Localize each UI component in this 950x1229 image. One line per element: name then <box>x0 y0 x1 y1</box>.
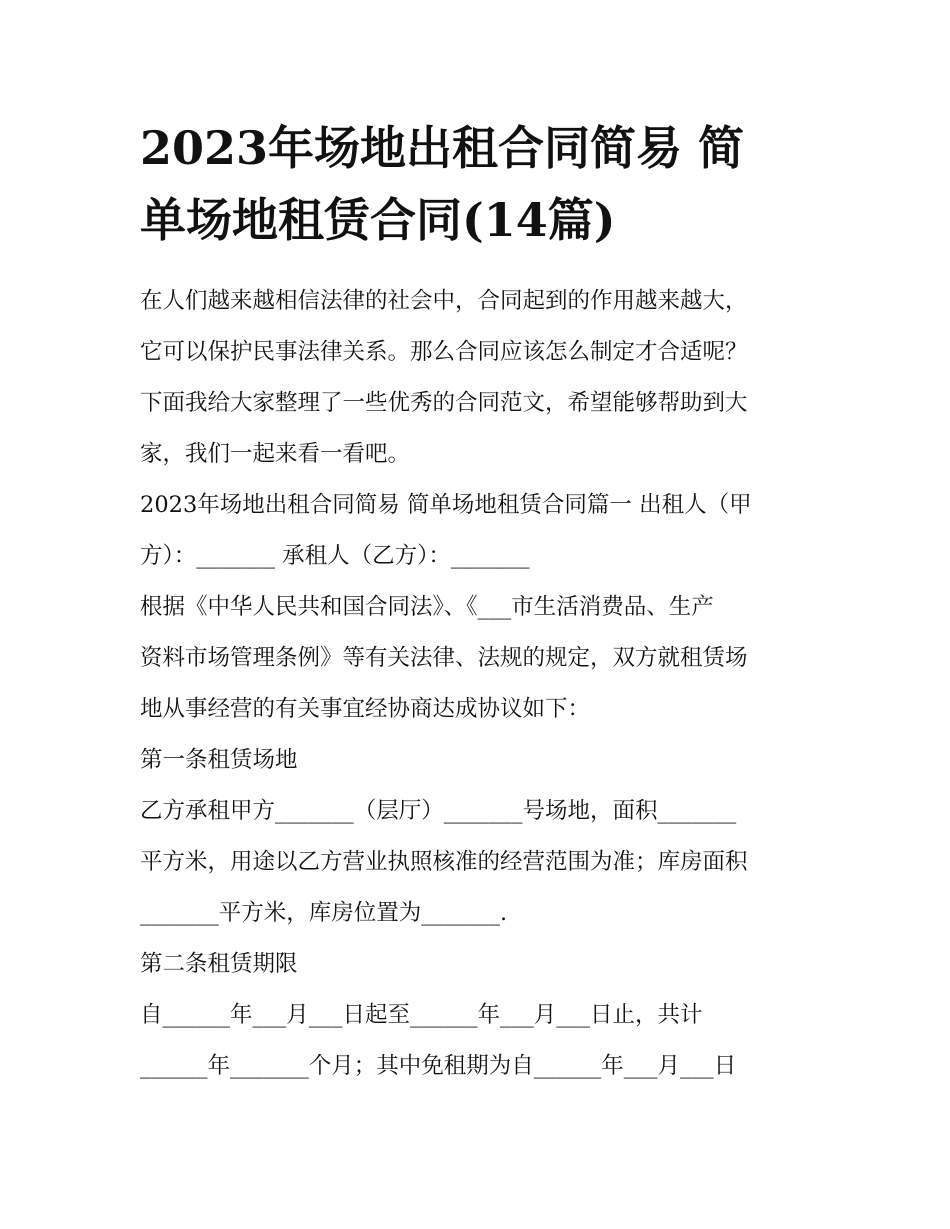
body-line-basis-2: 资料市场管理条例》等有关法律、法规的规定，双方就租赁场 <box>140 645 748 671</box>
article-2-line-2: ______年_______个月；其中免租期为自______年___月___日 <box>140 1053 737 1079</box>
document-title <box>140 112 820 256</box>
document-body <box>140 276 820 1092</box>
body-line-intro-1: 在人们越来越相信法律的社会中，合同起到的作用越来越大， <box>140 288 748 314</box>
body-line-intro-4: 家，我们一起来看一看吧。 <box>140 441 411 467</box>
article-1-line-3: _______平方米，库房位置为_______. <box>140 900 508 926</box>
article-1-heading: 第一条租赁场地 <box>140 747 298 773</box>
article-1-line-1: 乙方承租甲方_______（层厅）_______号场地，面积_______ <box>140 798 737 824</box>
body-line-basis-3: 地从事经营的有关事宜经协商达成协议如下： <box>140 696 591 722</box>
body-line-intro-2: 它可以保护民事法律关系。那么合同应该怎么制定才合适呢？ <box>140 339 748 365</box>
body-line-intro-3: 下面我给大家整理了一些优秀的合同范文，希望能够帮助到大 <box>140 390 748 416</box>
article-2-line-1: 自______年___月___日起至______年___月___日止，共计 <box>140 1002 703 1028</box>
article-1-line-2: 平方米，用途以乙方营业执照核准的经营范围为准；库房面积 <box>140 849 748 875</box>
body-line-parties: 方）：_______ 承租人（乙方）：_______ <box>140 543 530 569</box>
title-line-2: 单场地租赁合同(14篇) <box>140 193 616 247</box>
body-line-basis-1: 根据《中华人民共和国合同法》、《___市生活消费品、生产 <box>140 594 714 620</box>
article-2-heading: 第二条租赁期限 <box>140 951 298 977</box>
title-line-1: 2023年场地出租合同简易 简 <box>140 121 745 175</box>
body-line-section-heading: 2023年场地出租合同简易 简单场地租赁合同篇一 出租人（甲 <box>140 492 752 518</box>
